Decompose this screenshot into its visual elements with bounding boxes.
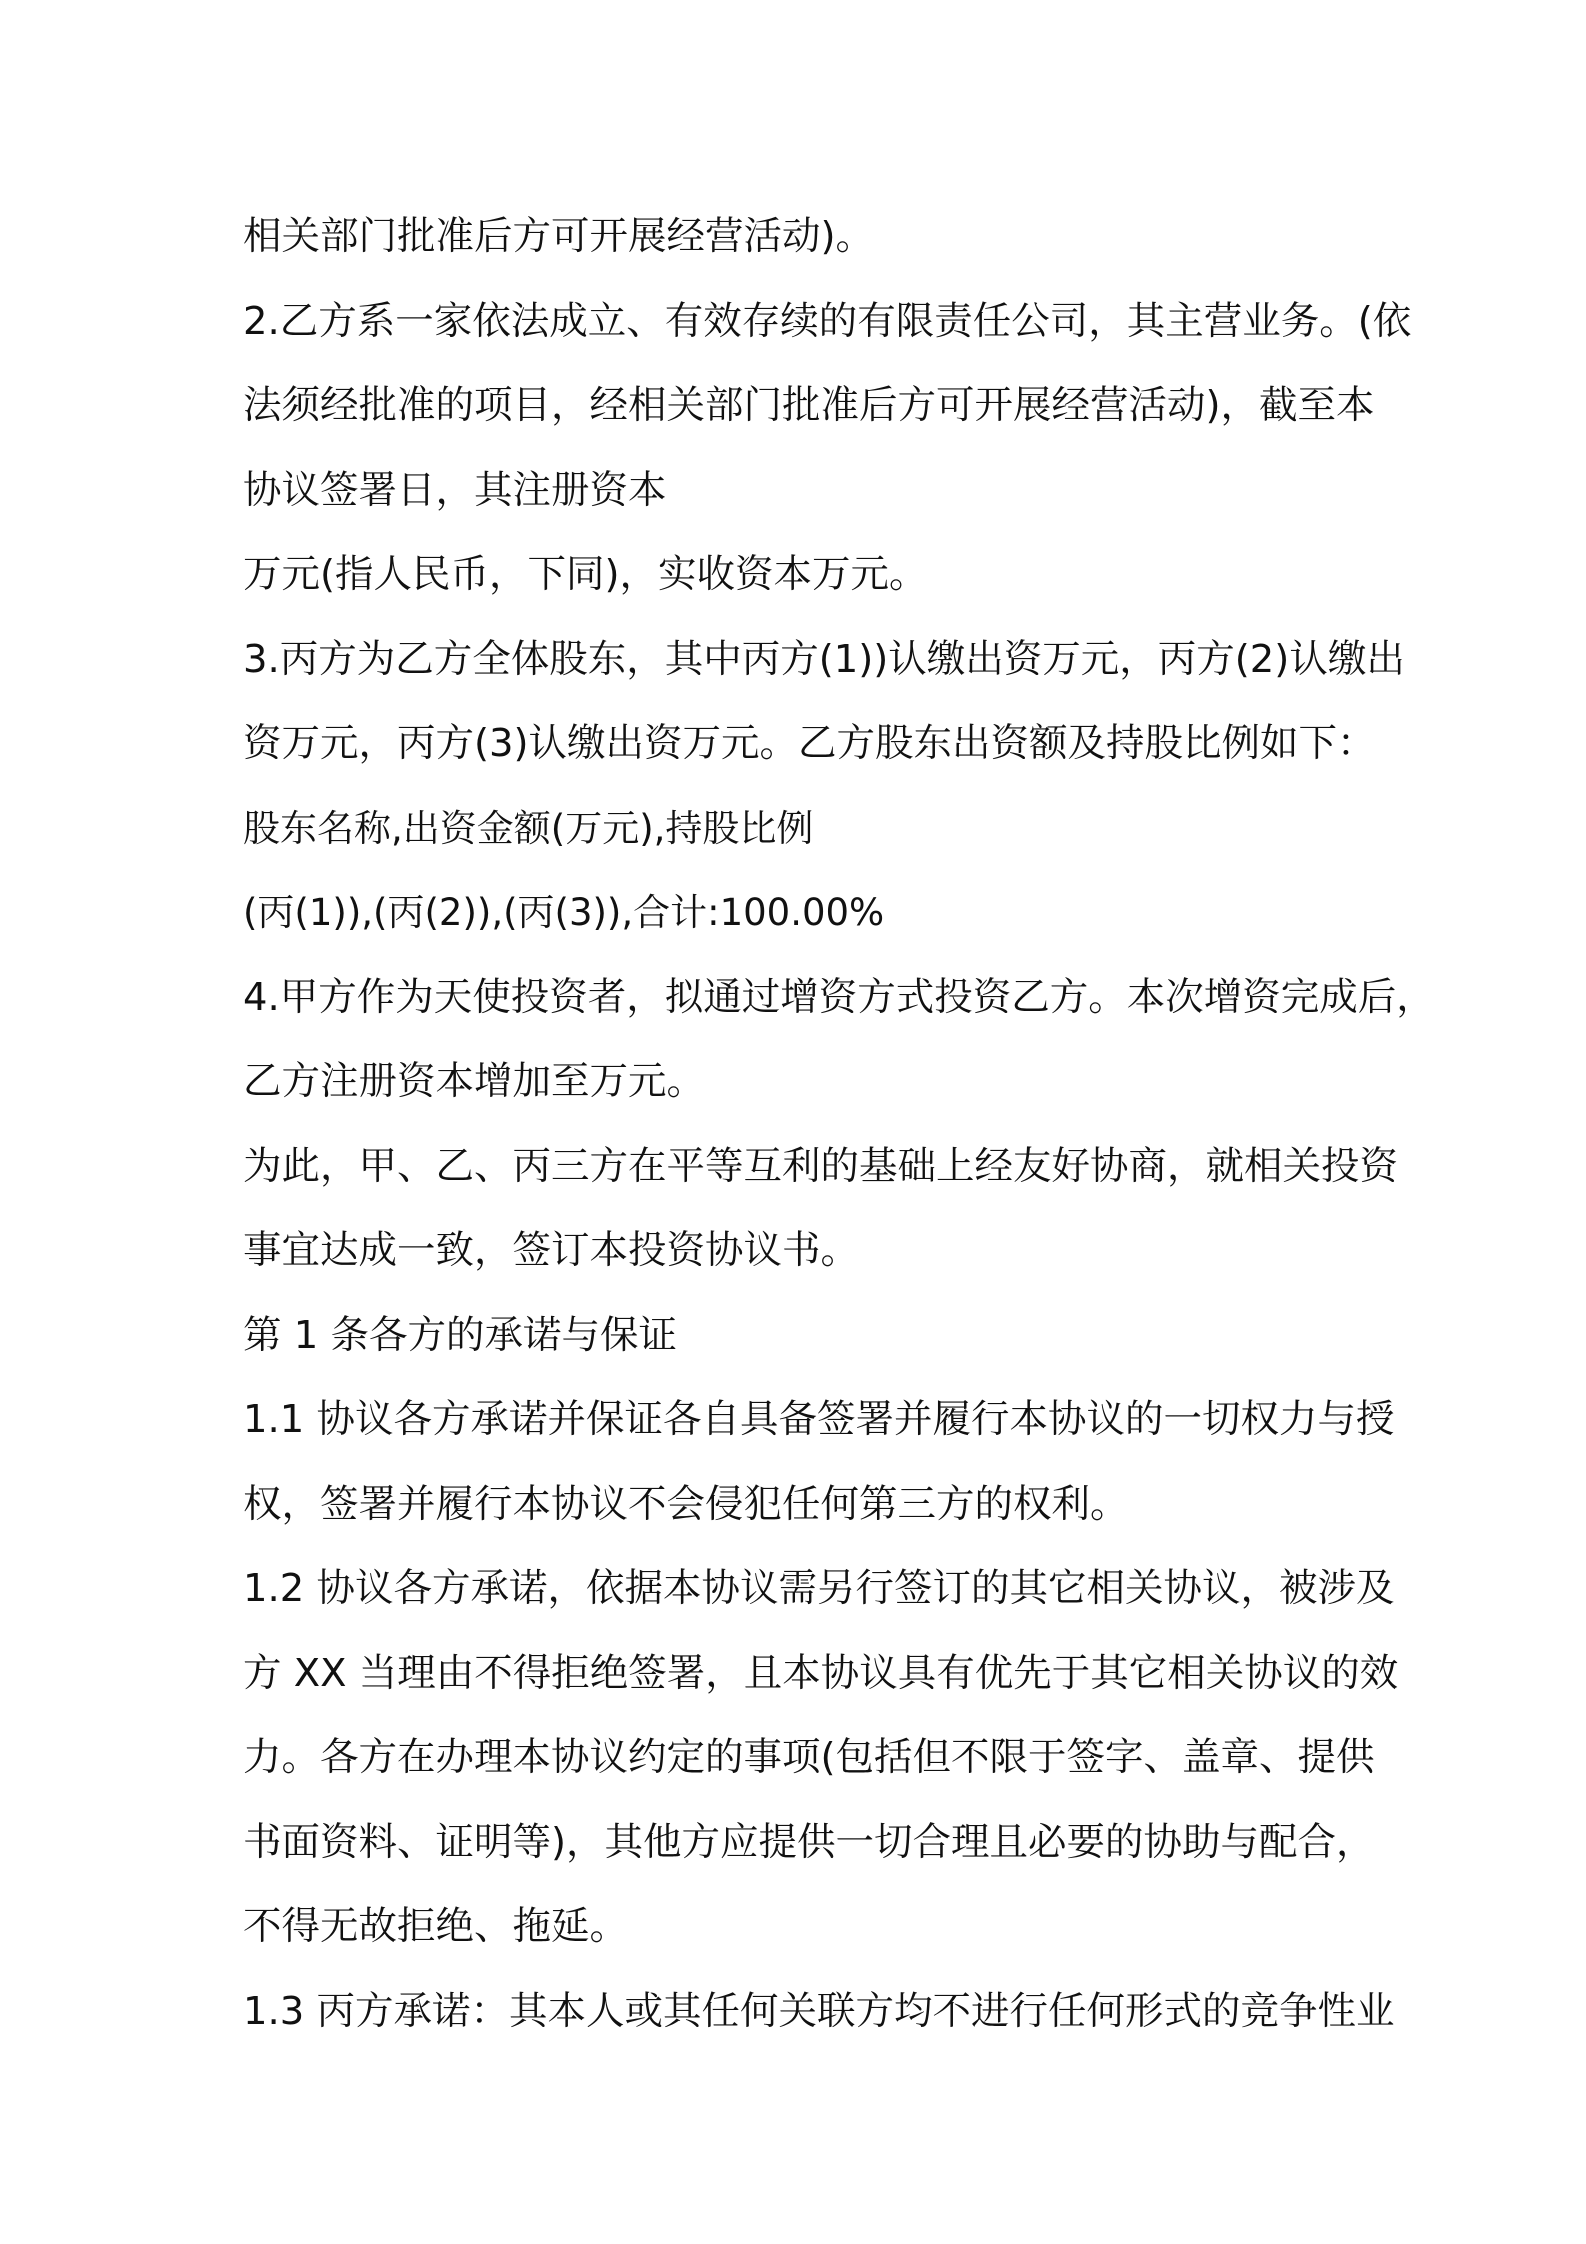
text-line: 法须经批准的项目，经相关部门批准后方可开展经营活动)，截至本 bbox=[243, 383, 1375, 428]
text-line: 4.甲方作为天使投资者，拟通过增资方式投资乙方。本次增资完成后， bbox=[243, 974, 1435, 1020]
table-row-line: (丙(1)),(丙(2)),(丙(3)),合计:100.00% bbox=[243, 891, 885, 934]
section-heading: 第 1 条各方的承诺与保证 bbox=[243, 1312, 677, 1358]
text-line: 不得无故拒绝、拖延。 bbox=[243, 1904, 629, 1949]
text-line: 1.3 丙方承诺：其本人或其任何关联方均不进行任何形式的竞争性业 bbox=[243, 1988, 1395, 2034]
text-line: 为此，甲、乙、丙三方在平等互利的基础上经友好协商，就相关投资 bbox=[243, 1143, 1399, 1189]
text-line: 1.1 协议各方承诺并保证各自具备签署并履行本协议的一切权力与授 bbox=[243, 1397, 1395, 1442]
table-header-line: 股东名称,出资金额(万元),持股比例 bbox=[243, 806, 814, 850]
text-line: 3.丙方为乙方全体股东，其中丙方(1))认缴出资万元，丙方(2)认缴出 bbox=[243, 636, 1405, 682]
text-line: 事宜达成一致，签订本投资协议书。 bbox=[243, 1228, 860, 1273]
document-body bbox=[243, 195, 1435, 2054]
text-line: 资万元，丙方(3)认缴出资万元。乙方股东出资额及持股比例如下： bbox=[243, 721, 1376, 766]
text-line: 乙方注册资本增加至万元。 bbox=[243, 1059, 706, 1104]
text-line: 相关部门批准后方可开展经营活动)。 bbox=[243, 214, 875, 259]
text-line: 2.乙方系一家依法成立、有效存续的有限责任公司，其主营业务。(依 bbox=[243, 298, 1412, 344]
text-line: 协议签署日，其注册资本 bbox=[243, 467, 667, 513]
text-line: 力。各方在办理本协议约定的事项(包括但不限于签字、盖章、提供 bbox=[243, 1735, 1375, 1780]
text-line: 万元(指人民币，下同)，实收资本万元。 bbox=[243, 552, 928, 597]
text-line: 方 XX 当理由不得拒绝签署，且本协议具有优先于其它相关协议的效 bbox=[243, 1650, 1399, 1696]
text-line: 权，签署并履行本协议不会侵犯任何第三方的权利。 bbox=[243, 1481, 1129, 1527]
text-line: 1.2 协议各方承诺，依据本协议需另行签订的其它相关协议，被涉及 bbox=[243, 1566, 1395, 1611]
text-line: 书面资料、证明等)，其他方应提供一切合理且必要的协助与配合， bbox=[243, 1819, 1375, 1865]
